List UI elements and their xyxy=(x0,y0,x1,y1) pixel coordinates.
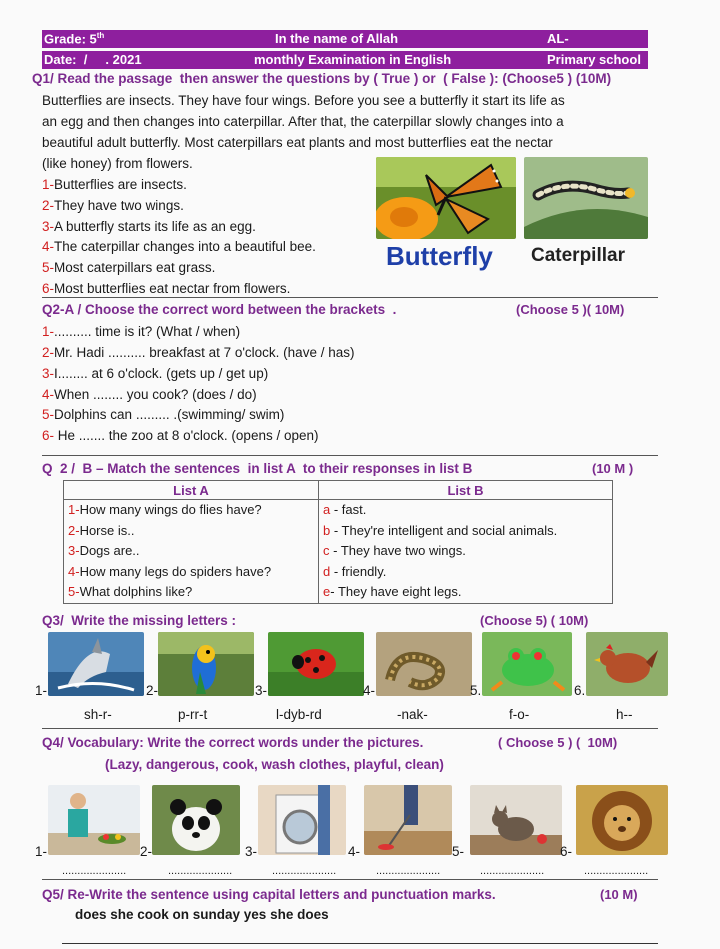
parrot-image xyxy=(158,632,254,696)
q2b-title: Q 2 / B – Match the sentences in list A to their responses in list B xyxy=(42,461,473,476)
answer-blank[interactable]: ..................... xyxy=(168,865,233,877)
passage-line: (like honey) from flowers. xyxy=(42,156,193,171)
q3-num: 5. xyxy=(470,683,482,698)
list-a-item: 2-Horse is.. xyxy=(68,522,135,538)
q3-num: 2- xyxy=(146,683,159,698)
answer-blank[interactable]: ..................... xyxy=(480,865,545,877)
q4-word-bank: (Lazy, dangerous, cook, wash clothes, playful, clean) xyxy=(105,757,444,772)
header-bar-top xyxy=(42,30,648,48)
header-bar-bottom xyxy=(42,51,648,69)
list-b-item: a - fast. xyxy=(323,502,367,517)
missing-letters-word: sh-r- xyxy=(84,707,112,722)
list-b-item: d - friendly. xyxy=(323,563,387,579)
q3-num: 6. xyxy=(574,683,586,698)
q4-num: 1- xyxy=(35,844,48,859)
shark-image xyxy=(48,632,144,696)
answer-blank[interactable]: ..................... xyxy=(272,865,337,877)
list-a-header: List A xyxy=(64,481,319,500)
q1-title: Q1/ Read the passage then answer the questions by ( True ) or ( False ): (Choose5 ) (10M) xyxy=(32,71,612,86)
q5-points: (10 M) xyxy=(600,887,638,902)
missing-letters-word: p-rr-t xyxy=(178,707,208,722)
answer-line[interactable] xyxy=(62,943,658,944)
missing-letters-word: l-dyb-rd xyxy=(276,707,322,722)
lion-image xyxy=(576,785,668,855)
divider xyxy=(42,297,658,298)
list-a-item: 5-What dolphins like? xyxy=(68,584,193,599)
q2a-item: 1-.......... time is it? (What / when) xyxy=(42,324,241,339)
list-a-item: 3-Dogs are.. xyxy=(68,543,140,558)
q4-num: 2- xyxy=(140,844,153,859)
q2a-item: 5-Dolphins can ......... .(swimming/ swim) xyxy=(42,407,285,422)
exam-title: monthly Examination in English xyxy=(254,52,452,67)
q1-item: 4-The caterpillar changes into a beautiful bee. xyxy=(42,239,316,254)
q2a-title: Q2-A / Choose the correct word between the brackets . xyxy=(42,302,397,317)
mopping-image xyxy=(364,785,452,855)
q2b-points: (10 M ) xyxy=(592,461,634,476)
list-b-item: e- They have eight legs. xyxy=(323,584,462,599)
q3-title: Q3/ Write the missing letters : xyxy=(42,613,237,628)
ladybird-image xyxy=(268,632,364,696)
cat-image xyxy=(470,785,562,855)
q3-num: 4- xyxy=(363,683,376,698)
q4-num: 3- xyxy=(245,844,258,859)
passage-line: beautiful adult butterfly. Most caterpillars eat plants and most butterflies eat the nectar xyxy=(42,135,553,150)
divider xyxy=(42,879,658,880)
list-a-item: 4-How many legs do spiders have? xyxy=(68,563,272,579)
header-title: In the name of Allah xyxy=(275,31,399,46)
grade-label: Grade: 5th xyxy=(44,31,105,47)
q1-item: 3-A butterfly starts its life as an egg. xyxy=(42,219,256,234)
q3-num: 1- xyxy=(35,683,48,698)
answer-blank[interactable]: ..................... xyxy=(376,865,441,877)
divider xyxy=(42,455,658,456)
answer-blank[interactable]: ..................... xyxy=(584,865,649,877)
butterfly-label: Butterfly xyxy=(386,241,493,271)
match-table xyxy=(63,480,613,604)
snake-image xyxy=(376,632,472,696)
q5-title: Q5/ Re-Write the sentence using capital letters and punctuation marks. xyxy=(42,887,496,902)
missing-letters-word: h-- xyxy=(616,707,633,722)
q4-num: 6- xyxy=(560,844,573,859)
q3-num: 3- xyxy=(255,683,268,698)
q2a-points: (Choose 5 )( 10M) xyxy=(516,302,625,317)
q5-sentence: does she cook on sunday yes she does xyxy=(75,907,329,922)
q2a-item: 6- He ....... the zoo at 8 o'clock. (opens / open) xyxy=(42,428,319,443)
divider xyxy=(42,728,658,729)
list-a xyxy=(64,500,319,604)
q1-item: 6-Most butterflies eat nectar from flowers. xyxy=(42,281,291,296)
missing-letters-word: -nak- xyxy=(397,707,428,722)
frog-image xyxy=(482,632,572,696)
school-name: Primary school xyxy=(547,52,641,67)
q2a-item: 2-Mr. Hadi .......... breakfast at 7 o'clock. (have / has) xyxy=(42,345,355,360)
q4-title: Q4/ Vocabulary: Write the correct words under the pictures. xyxy=(42,735,424,750)
missing-letters-word: f-o- xyxy=(509,707,530,722)
school-prefix: AL- xyxy=(547,31,569,46)
list-b-header: List B xyxy=(319,481,613,500)
hen-image xyxy=(586,632,668,696)
passage-line: an egg and then changes into caterpillar. After that, the caterpillar slowly changes into a xyxy=(42,114,564,129)
cook-image xyxy=(48,785,140,855)
q1-item: 5-Most caterpillars eat grass. xyxy=(42,260,216,275)
caterpillar-label: Caterpillar xyxy=(531,245,625,266)
butterfly-image xyxy=(376,157,516,239)
caterpillar-image xyxy=(524,157,648,239)
q2a-item: 3-I........ at 6 o'clock. (gets up / get up) xyxy=(42,366,269,381)
panda-image xyxy=(152,785,240,855)
q1-item: 1-Butterflies are insects. xyxy=(42,177,187,192)
answer-blank[interactable]: ..................... xyxy=(62,865,127,877)
q1-item: 2-They have two wings. xyxy=(42,198,184,213)
passage-line: Butterflies are insects. They have four wings. Before you see a butterfly it start its life as xyxy=(42,93,565,108)
q2a-item: 4-When ........ you cook? (does / do) xyxy=(42,387,257,402)
q4-points: ( Choose 5 ) ( 10M) xyxy=(498,735,618,750)
q4-num: 5- xyxy=(452,844,465,859)
list-b-item: c - They have two wings. xyxy=(323,543,466,558)
washing-machine-image xyxy=(258,785,346,855)
q3-points: (Choose 5) ( 10M) xyxy=(480,613,589,628)
list-b xyxy=(319,500,613,604)
list-b-item: b - They're intelligent and social animals. xyxy=(323,522,558,538)
list-a-item: 1-How many wings do flies have? xyxy=(68,502,262,517)
date-label: Date: / . 2021 xyxy=(44,52,142,67)
q4-num: 4- xyxy=(348,844,361,859)
